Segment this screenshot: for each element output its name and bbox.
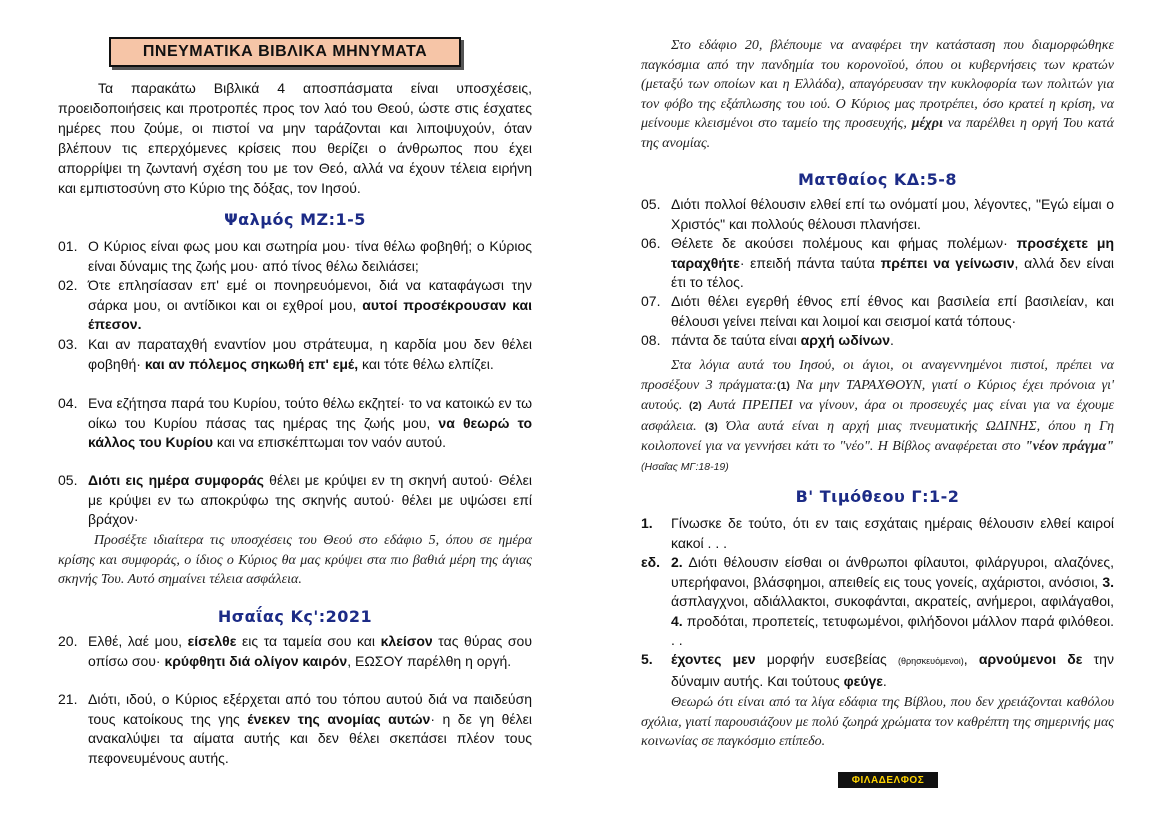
- isaiah-heading: Ησαΐας Κς':2021: [217, 607, 373, 626]
- timothy-verse-5: 5. έχοντες μεν μορφήν ευσεβείας (θρησκευόμενοι), αρνούμενοι δε την δύναμιν αυτής. Και τούτους φεύγε.: [641, 650, 1114, 691]
- verse-text: Γίνωσκε δε τούτο, ότι εν ταις εσχάταις ημέραις θέλουσιν ελθεί καιροί κακοί . . .: [671, 515, 1114, 551]
- commentary-text: Στο εδάφιο 20, βλέπουμε να αναφέρει την κατάσταση που διαμορφώθηκε παγκόσμια από την πανδημία του κορονοϊού, όπου οι κυβερνήσεις των κρατών (μεταξύ των οποίων και η Ελλάδα), απαγόρευσαν την κυκλοφορία των πολιτών για τον φόβο της εξάπλωσης του ιού. Ο Κύριος μας προτρέπει, όσο κρατεί η κρίση, να μείνουμε κλεισμένοι στο ταμείο της προσευχής,: [641, 38, 1114, 131]
- verse-bold: 2.: [671, 554, 683, 570]
- verse-number: 05.: [58, 472, 78, 488]
- matthew-verse-7: [641, 292, 1114, 331]
- verse-bold: αυτοί προσέκρουσαν και έπεσον.: [88, 296, 533, 332]
- verse-bold: αρχή ωδίνων: [800, 332, 891, 348]
- verse-bold: και αν πόλεμος σηκωθή επ' εμέ,: [144, 355, 359, 372]
- verse-text: .: [882, 672, 887, 689]
- matthew-verse-5: [641, 195, 1114, 234]
- verse-bold: είσελθε: [187, 633, 237, 649]
- psalm-heading: Ψαλμός ΜΖ:1-5: [224, 210, 366, 229]
- isaiah-verse-20: [58, 632, 532, 671]
- verse-text: προδόται, προπετείς, τετυφωμένοι, φιλήδονοι μάλλον παρά φιλόθεοι. . .: [671, 612, 1115, 648]
- verse-bold: πρέπει να γείνωσιν: [880, 254, 1015, 271]
- verse-number: 07.: [641, 293, 661, 309]
- verse-number: 21.: [58, 691, 78, 707]
- verse-text: τας θύρας σου οπίσω σου·: [88, 633, 532, 669]
- verse-text: Ο Κύριος είναι φως μου και σωτηρία μου· τίνα θέλω φοβηθή; ο Κύριος είναι δύναμις της ζωής μου· από τίνος θέλω δειλιάσει;: [88, 238, 532, 274]
- verse-text-2: και να επισκέπτωμαι τον ναόν αυτού.: [216, 434, 446, 450]
- verse-text: Διότι πολλοί θέλουσιν ελθεί επί τω ονόματί μου, λέγοντες, "Εγώ είμαι ο Χριστός" και πολλούς θέλουσι πλανήσει.: [671, 196, 1114, 232]
- commentary-marker: (1): [776, 379, 790, 392]
- psalm-verse-2: [58, 276, 532, 335]
- verse-text: Διότι θέλουσιν είσθαι οι άνθρωποι φίλαυτοι, φιλάργυροι, αλαζόνες, υπερήφανοι, βλάσφημοι, απειθείς εις τους γονείς, αχάριστοι, ανόσιοι,: [671, 554, 1114, 590]
- verse-text: Ελθέ, λαέ μου,: [88, 633, 182, 649]
- verse-note: (θρησκευόμενοι): [897, 656, 964, 666]
- verse-number: 01.: [58, 238, 78, 254]
- verse-bold: ένεκεν της ανομίας αυτών: [247, 710, 431, 727]
- commentary-text: Αυτά ΠΡΕΠΕΙ να γίνουν, άρα οι προσευχές μας είναι για να έχουμε ασφάλεια.: [641, 398, 1115, 434]
- verse-number: 1.: [641, 515, 653, 531]
- matthew-commentary: [641, 356, 1114, 477]
- verse-text: Και αν παραταχθή εναντίον μου στράτευμα, η καρδία μου δεν θέλει φοβηθή·: [88, 336, 532, 372]
- intro-paragraph: Τα παρακάτω Βιβλικά 4 αποσπάσματα είναι υποσχέσεις, προειδοποιήσεις και προτροπές προς τον λαό του Θεού, ώστε στις έσχατες ημέρες που ζούμε, οι πιστοί να μην ταράζονται και λιποψυχούν, όταν βλέπουν τις επερχόμενες κρίσεις που θερίζει ο άνθρωπος που έχει απορρίψει τη ζωντανή σχέση του με τον Θεό, αλλά να έχουν τέλεια ειρήνη και εμπιστοσύνη στο Κύριο της δόξας, τον Ιησού.: [58, 80, 532, 196]
- commentary-reference: (Ησαΐας ΜΓ:18-19): [641, 460, 729, 473]
- commentary-text: Στα λόγια αυτά του Ιησού, οι άγιοι, οι αναγεννημένοι πιστοί, πρέπει να προσέξουν 3 πράγματα:: [641, 358, 1114, 393]
- matthew-verse-6: [641, 234, 1114, 293]
- verse-bold: Διότι εις ημέρα συμφοράς: [88, 472, 264, 488]
- verse-number: εδ.: [641, 554, 661, 570]
- psalm-verse-3: [58, 335, 532, 374]
- verse-text: Διότι, ιδού, ο Κύριος εξέρχεται από του τόπου αυτού διά να παιδεύση τους κατοίκους της γης: [88, 691, 532, 727]
- psalm-verse-5: [58, 471, 532, 530]
- verse-text: Διότι θέλει εγερθή έθνος επί έθνος και βασιλεία επί βασιλείαν, και θέλουσι γείνει πείναι και λοιμοί και σεισμοί κατά τόπους·: [671, 293, 1114, 329]
- verse-text: , αλλά δεν είναι έτι το τέλος.: [671, 254, 1115, 290]
- verse-text: εις τα ταμεία σου και: [241, 633, 375, 649]
- verse-bold: αρνούμενοι δε: [978, 651, 1083, 667]
- commentary-text: να παρέλθει η οργή Του κατά της ανομίας.: [641, 116, 1114, 151]
- verse-text-2: και τότε θέλω ελπίζει.: [362, 355, 494, 372]
- verse-bold: κρύφθητι διά ολίγον καιρόν: [164, 652, 348, 669]
- commentary-bold: "νέον πράγμα": [1025, 439, 1115, 454]
- verse-bold: προσέχετε μη ταραχθήτε: [671, 235, 1114, 271]
- verse-number: 04.: [58, 395, 78, 411]
- verse-bold: κλείσον: [380, 633, 433, 649]
- verse-text: · η δε γη θέλει ανακαλύψει τα αίματα αυτής και δεν θέλει σκεπάσει πλέον τους πεφονευμένους αυτής.: [88, 710, 532, 766]
- verse-bold: να θεωρώ το κάλλος του Κυρίου: [88, 414, 533, 450]
- verse-bold: 4.: [671, 612, 683, 629]
- publisher-logo: ΦΙΛΑΔΕΛΦΟΣ: [838, 772, 938, 788]
- verse-number: 02.: [58, 277, 78, 293]
- verse-bold: έχοντες μεν: [671, 651, 756, 667]
- isaiah-commentary: [641, 36, 1114, 153]
- verse-text-2: θέλει με κρύψει εν τη σκηνή αυτού· Θέλει με κρύψει εν τω αποκρύφω της σκηνής αυτού· θέλει με υψώσει επί βράχον·: [88, 472, 532, 527]
- commentary-text: Όλα αυτά είναι η αρχή μιας πνευματικής ΩΔΙΝΗΣ, όπου η Γη κοιλοπονεί για να γεννήσει κάτι το "νέο". Η Βίβλος αναφέρεται στο: [641, 418, 1115, 454]
- page-title: ΠΝΕΥΜΑΤΙΚΑ ΒΙΒΛΙΚΑ ΜΗΝΥΜΑΤΑ: [109, 37, 461, 67]
- verse-number: 5.: [641, 651, 653, 667]
- commentary-bold: μέχρι: [911, 116, 943, 131]
- verse-number: 05.: [641, 196, 661, 212]
- isaiah-verse-21: [58, 690, 532, 768]
- verse-text: Ότε επλησίασαν επ' εμέ οι πονηρευόμενοι, διά να καταφάγωσι την σάρκα μου, οι αντίδικοι και οι εχθροί μου,: [88, 277, 532, 313]
- timothy-commentary: Θεωρώ ότι είναι από τα λίγα εδάφια της Βίβλου, που δεν χρειάζονται καθόλου σχόλια, γιατί παρουσιάζουν με πολύ ζωηρά χρώματα τον καθρέπτη της σημερινής μας κοινωνίας σε παγκόσμιο επίπεδο.: [641, 695, 1114, 749]
- commentary-marker: (2): [688, 400, 702, 412]
- matthew-verse-8: [641, 331, 1114, 351]
- verse-number: 03.: [58, 336, 78, 352]
- timothy-verse-2-4: [641, 553, 1114, 651]
- psalm-verse-1: [58, 237, 532, 276]
- matthew-heading: Ματθαίος ΚΔ:5-8: [798, 170, 957, 189]
- psalm-commentary: Προσέξτε ιδιαίτερα τις υποσχέσεις του Θεού στο εδάφιο 5, όπου σε ημέρα κρίσης και συμφοράς, ο ίδιος ο Κύριος θα μας κρύψει στα πιο βαθιά μέρη της άγιας σκηνής Του. Αυτό σημαίνει τέλεια ασφάλεια.: [58, 533, 532, 587]
- verse-text: άσπλαγχνοι, αδιάλλακτοι, συκοφάνται, ακρατείς, ανήμεροι, αφιλάγαθοι,: [671, 593, 1114, 609]
- verse-number: 06.: [641, 235, 661, 251]
- verse-text: πάντα δε ταύτα είναι: [671, 332, 797, 348]
- timothy-verse-1: [641, 514, 1114, 553]
- verse-text: την δύναμιν αυτής. Και τούτους: [671, 651, 1114, 689]
- commentary-text: Να μην ΤΑΡΑΧΘΟΥΝ, γιατί ο Κύριος έχει πρόνοια γι' αυτούς.: [641, 377, 1115, 413]
- verse-text: .: [890, 332, 894, 348]
- verse-number: 20.: [58, 633, 78, 649]
- timothy-heading: Β' Τιμόθεου Γ:1-2: [795, 487, 960, 506]
- verse-bold: φεύγε: [843, 672, 883, 689]
- verse-bold: 3.: [1102, 573, 1115, 590]
- verse-text: · επειδή πάντα ταύτα: [739, 254, 875, 271]
- verse-text: μορφήν ευσεβείας: [766, 651, 887, 667]
- verse-text: , ΕΩΣΟΥ παρέλθη η οργή.: [347, 652, 512, 669]
- verse-number: 08.: [641, 332, 661, 348]
- verse-text: Θέλετε δε ακούσει πολέμους και φήμας πολέμων·: [671, 235, 1008, 251]
- commentary-marker: (3): [704, 420, 718, 433]
- verse-text: Ενα εζήτησα παρά του Κυρίου, τούτο θέλω εκζητεί· το να κατοικώ εν τω οίκω του Κυρίου πάσας τας ημέρας της ζωής μου,: [88, 395, 532, 431]
- psalm-verse-4: [58, 394, 532, 453]
